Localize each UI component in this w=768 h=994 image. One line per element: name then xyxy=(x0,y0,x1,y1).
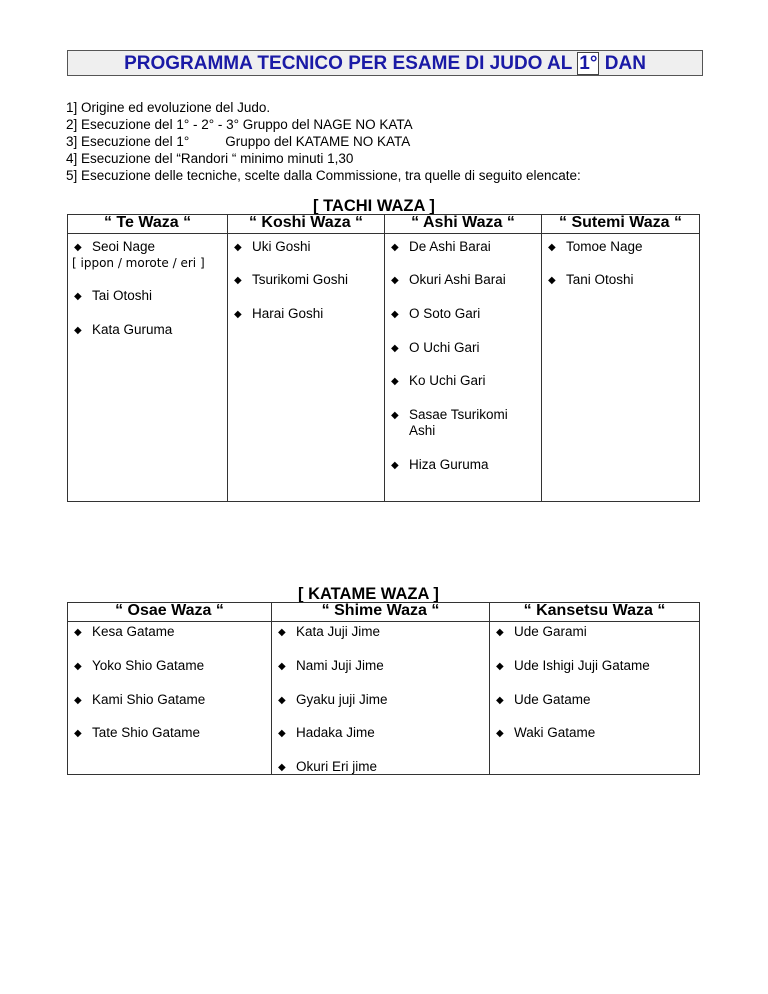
diamond-bullet-icon: ◆ xyxy=(234,275,242,286)
list-item: ◆ Kata Juji Jime xyxy=(278,624,381,639)
intro-line-5: 5] Esecuzione delle tecniche, scelte dalla Commissione, tra quelle di seguito elencate: xyxy=(66,168,581,183)
diamond-bullet-icon: ◆ xyxy=(74,695,82,706)
intro-line-1: 1] Origine ed evoluzione del Judo. xyxy=(66,100,271,115)
list-item: ◆ O Uchi Gari xyxy=(391,340,480,355)
diamond-bullet-icon: ◆ xyxy=(391,343,399,354)
diamond-bullet-icon: ◆ xyxy=(74,242,82,253)
diamond-bullet-icon: ◆ xyxy=(548,242,556,253)
ashi-waza-cell xyxy=(385,234,541,501)
seoi-nage-variants: [ ippon / morote / eri ] xyxy=(72,256,205,270)
page-title xyxy=(124,52,646,75)
sutemi-waza-cell xyxy=(542,234,699,501)
title-dan-number: 1° xyxy=(579,53,598,74)
diamond-bullet-icon: ◆ xyxy=(496,627,504,638)
list-item: ◆ De Ashi Barai xyxy=(391,239,491,254)
diamond-bullet-icon: ◆ xyxy=(496,728,504,739)
list-item: ◆ Seoi Nage xyxy=(74,239,156,254)
diamond-bullet-icon: ◆ xyxy=(234,309,242,320)
diamond-bullet-icon: ◆ xyxy=(391,242,399,253)
te-waza-cell xyxy=(68,234,227,501)
diamond-bullet-icon: ◆ xyxy=(278,627,286,638)
diamond-bullet-icon: ◆ xyxy=(74,325,82,336)
list-item: ◆ Hiza Guruma xyxy=(391,457,489,472)
list-item: ◆ Tai Otoshi xyxy=(74,288,153,303)
list-item: ◆ Ko Uchi Gari xyxy=(391,373,486,388)
list-item: ◆ Kata Guruma xyxy=(74,322,173,337)
list-item: ◆ Okuri Ashi Barai xyxy=(391,272,506,287)
list-item: ◆ Kesa Gatame xyxy=(74,624,175,639)
list-item: ◆ Sasae Tsurikomi Ashi xyxy=(391,407,508,438)
diamond-bullet-icon: ◆ xyxy=(391,410,399,421)
list-item: ◆ Kami Shio Gatame xyxy=(74,692,206,707)
title-box xyxy=(67,50,703,76)
shime-waza-cell xyxy=(272,622,489,774)
osae-waza-cell xyxy=(68,622,271,774)
list-item: ◆ Tomoe Nage xyxy=(548,239,643,254)
intro-line-2: 2] Esecuzione del 1° - 2° - 3° Gruppo del NAGE NO KATA xyxy=(66,117,413,132)
diamond-bullet-icon: ◆ xyxy=(74,661,82,672)
header-ashi-waza: “ Ashi Waza “ xyxy=(385,215,542,234)
diamond-bullet-icon: ◆ xyxy=(74,291,82,302)
intro-list xyxy=(66,99,581,184)
intro-line-3-part-b: Gruppo del KATAME NO KATA xyxy=(225,134,411,149)
diamond-bullet-icon: ◆ xyxy=(391,376,399,387)
list-item: ◆ Ude Ishigi Juji Gatame xyxy=(496,658,650,673)
list-item: ◆ Gyaku juji Jime xyxy=(278,692,388,707)
diamond-bullet-icon: ◆ xyxy=(278,728,286,739)
intro-line-3-part-a: 3] Esecuzione del 1° xyxy=(66,134,190,149)
diamond-bullet-icon: ◆ xyxy=(391,309,399,320)
tachi-waza-table xyxy=(67,214,700,502)
diamond-bullet-icon: ◆ xyxy=(548,275,556,286)
header-osae-waza: “ Osae Waza “ xyxy=(68,603,272,622)
katame-waza-title: [ KATAME WAZA ] xyxy=(298,585,439,603)
list-item: ◆ Yoko Shio Gatame xyxy=(74,658,205,673)
title-text: PROGRAMMA TECNICO PER ESAME DI JUDO AL xyxy=(124,53,578,74)
intro-line-3 xyxy=(66,133,581,150)
list-item: ◆ Uki Goshi xyxy=(234,239,311,254)
diamond-bullet-icon: ◆ xyxy=(391,275,399,286)
header-te-waza: “ Te Waza “ xyxy=(68,215,228,234)
list-item: ◆ Waki Gatame xyxy=(496,725,596,740)
diamond-bullet-icon: ◆ xyxy=(496,695,504,706)
diamond-bullet-icon: ◆ xyxy=(278,762,286,773)
list-item: ◆ Nami Juji Jime xyxy=(278,658,384,673)
list-item: ◆ O Soto Gari xyxy=(391,306,481,321)
koshi-waza-cell xyxy=(228,234,384,501)
list-item: ◆ Ude Gatame xyxy=(496,692,591,707)
title-suffix: DAN xyxy=(599,53,646,74)
diamond-bullet-icon: ◆ xyxy=(234,242,242,253)
header-koshi-waza: “ Koshi Waza “ xyxy=(228,215,385,234)
header-sutemi-waza: “ Sutemi Waza “ xyxy=(542,215,700,234)
intro-line-4: 4] Esecuzione del “Randori “ minimo minuti 1,30 xyxy=(66,151,354,166)
list-item: ◆ Hadaka Jime xyxy=(278,725,375,740)
list-item: ◆ Harai Goshi xyxy=(234,306,324,321)
diamond-bullet-icon: ◆ xyxy=(278,661,286,672)
list-item: ◆ Ude Garami xyxy=(496,624,587,639)
kansetsu-waza-cell xyxy=(490,622,699,774)
tachi-waza-title: [ TACHI WAZA ] xyxy=(313,197,435,215)
katame-waza-table xyxy=(67,602,700,775)
list-item: ◆ Tate Shio Gatame xyxy=(74,725,201,740)
diamond-bullet-icon: ◆ xyxy=(278,695,286,706)
diamond-bullet-icon: ◆ xyxy=(74,728,82,739)
diamond-bullet-icon: ◆ xyxy=(496,661,504,672)
diamond-bullet-icon: ◆ xyxy=(74,627,82,638)
list-item: ◆ Tani Otoshi xyxy=(548,272,634,287)
diamond-bullet-icon: ◆ xyxy=(391,460,399,471)
list-item: ◆ Okuri Eri jime xyxy=(278,759,378,774)
header-kansetsu-waza: “ Kansetsu Waza “ xyxy=(490,603,700,622)
header-shime-waza: “ Shime Waza “ xyxy=(272,603,490,622)
list-item: ◆ Tsurikomi Goshi xyxy=(234,272,349,287)
